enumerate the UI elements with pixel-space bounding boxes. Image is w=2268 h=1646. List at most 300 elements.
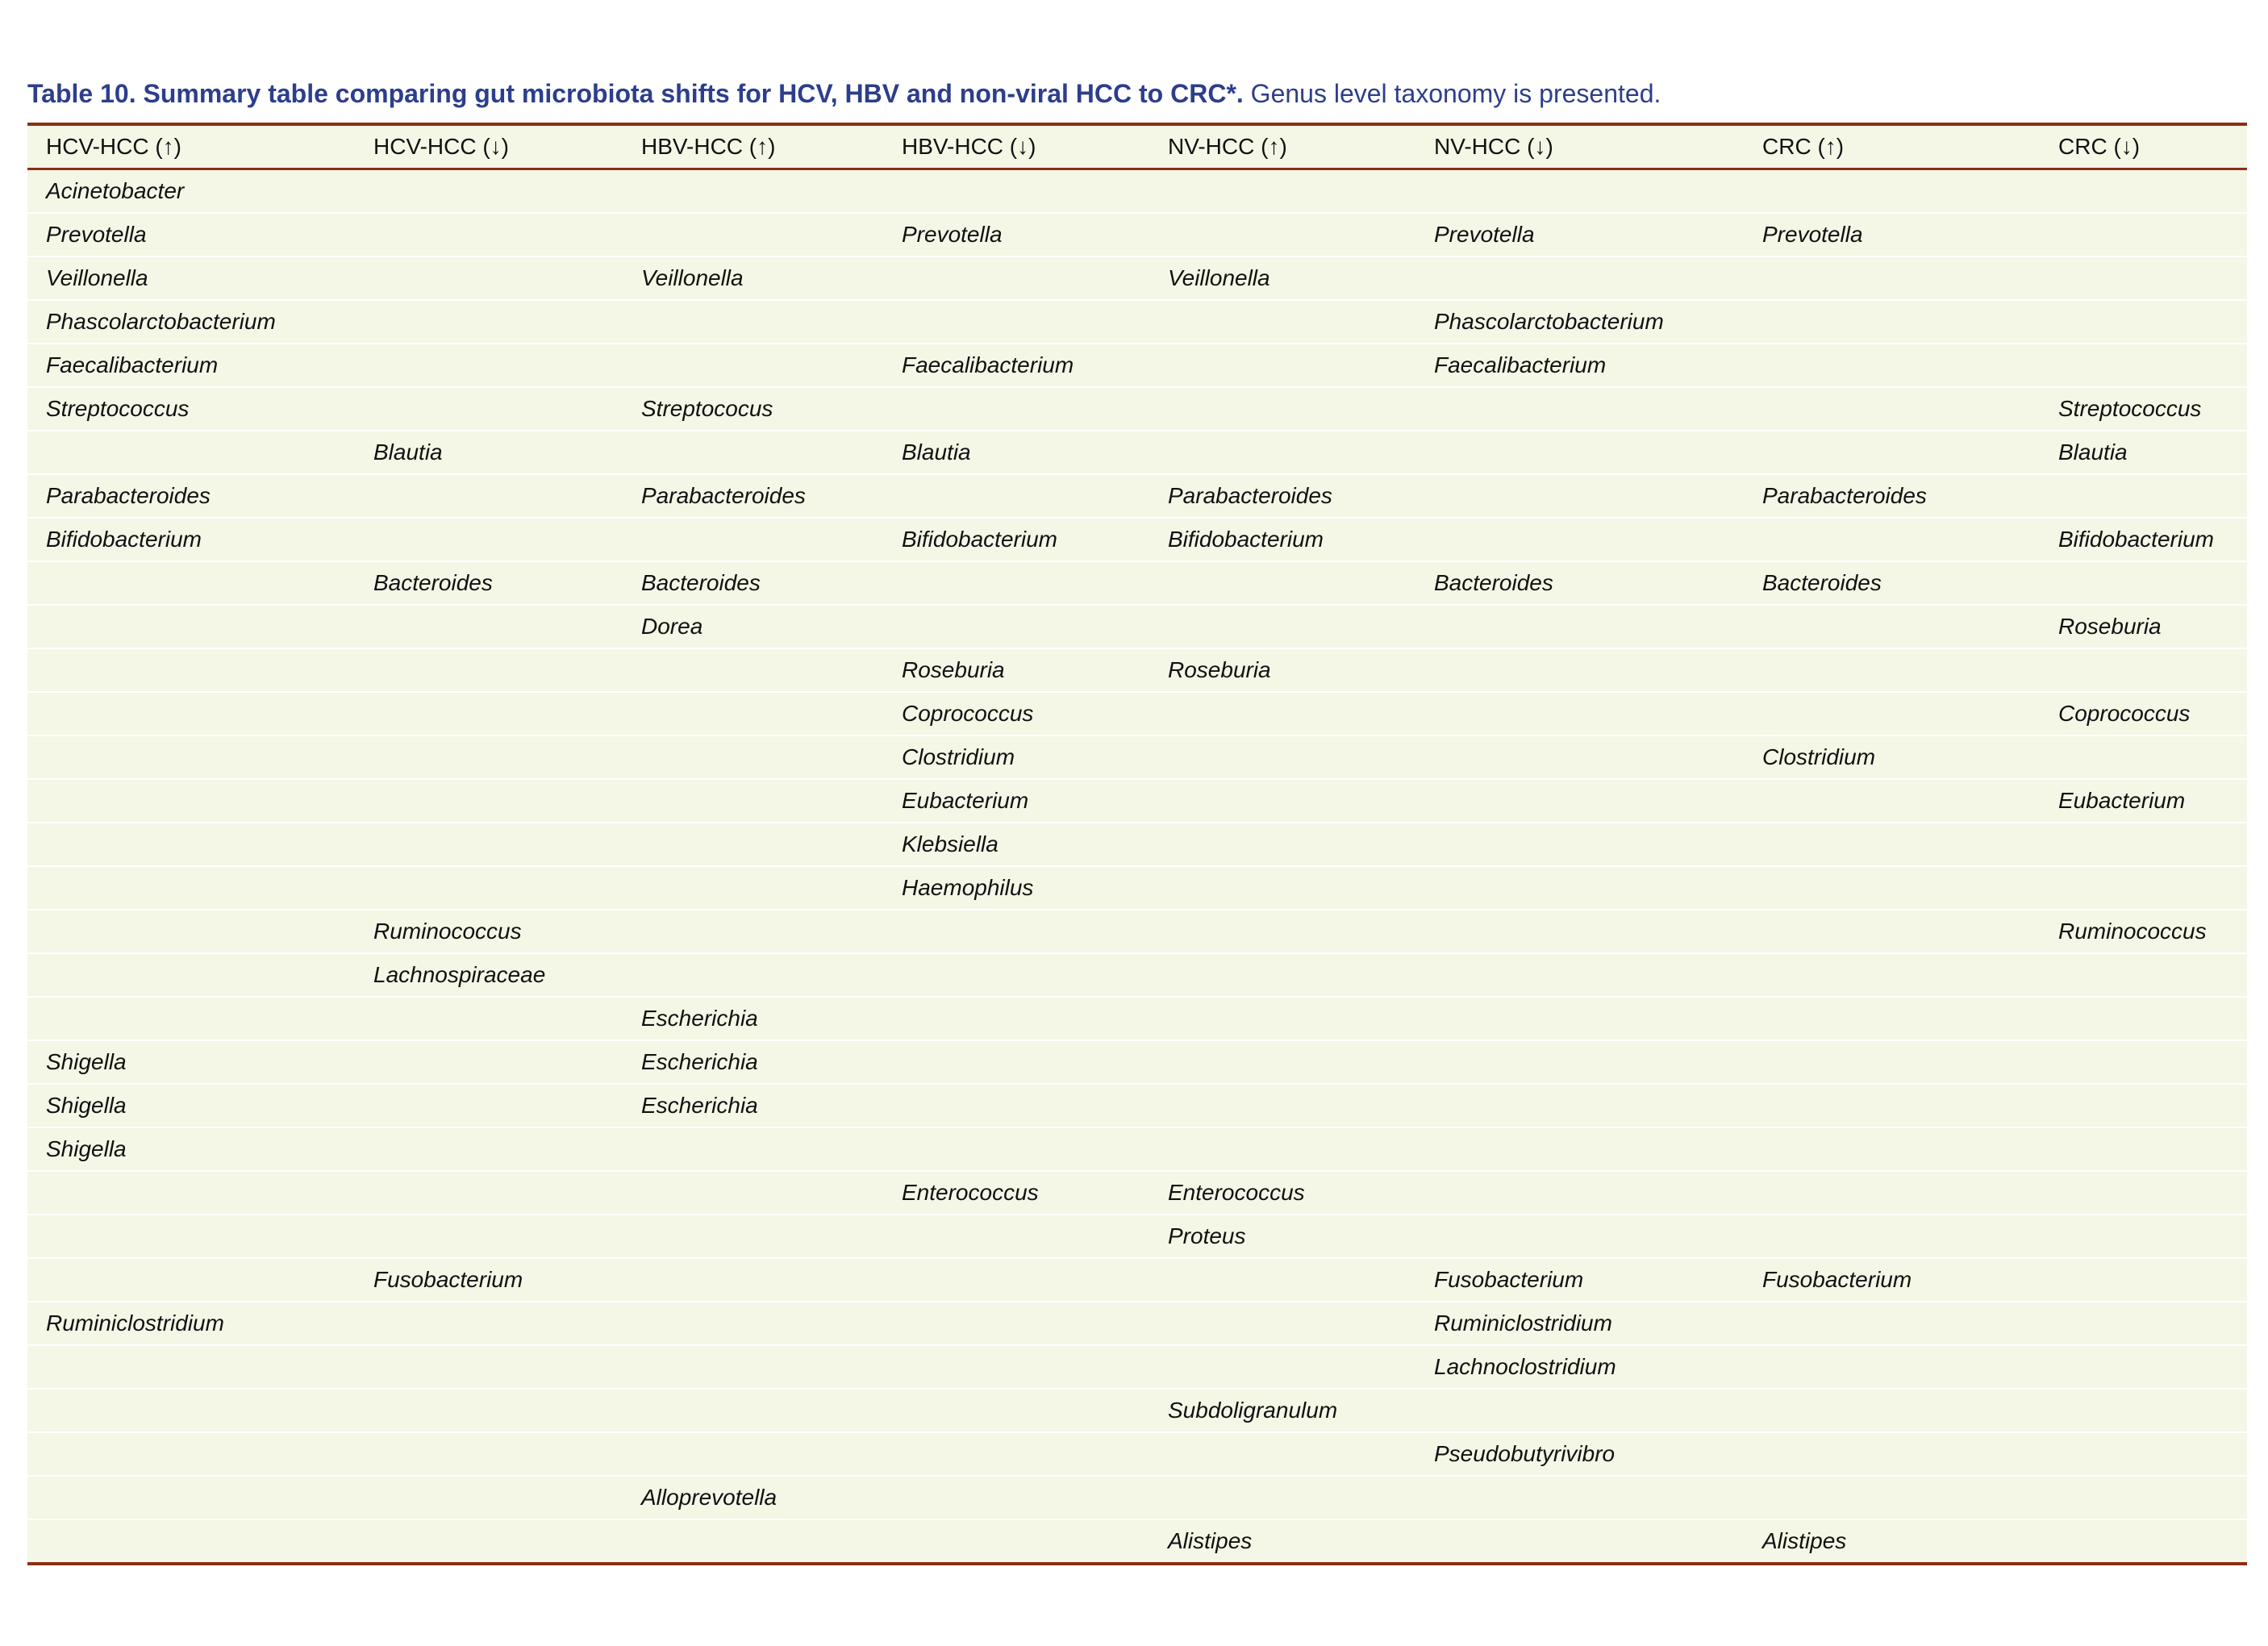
table-cell <box>355 1476 623 1519</box>
table-cell <box>623 518 883 561</box>
table-cell: Pseudobutyrivibro <box>1415 1432 1744 1476</box>
table-cell: Enterococcus <box>1149 1171 1415 1215</box>
table-cell: Clostridium <box>883 735 1149 779</box>
table-cell: Faecalibacterium <box>1415 344 1744 387</box>
table-cell <box>883 1432 1149 1476</box>
table-cell: Veillonella <box>623 256 883 300</box>
table-cell <box>1744 605 2040 648</box>
table-cell: Escherichia <box>623 997 883 1040</box>
table-cell <box>2040 1171 2247 1215</box>
table-cell: Subdoligranulum <box>1149 1389 1415 1432</box>
table-cell <box>1415 910 1744 953</box>
table-cell <box>623 1389 883 1432</box>
table-cell: Coprococcus <box>2040 692 2247 735</box>
table-row <box>27 1040 2247 1084</box>
table-cell: Blautia <box>355 431 623 474</box>
table-cell <box>27 910 355 953</box>
table-cell <box>1149 344 1415 387</box>
table-cell <box>1744 779 2040 823</box>
table-cell: Proteus <box>1149 1215 1415 1258</box>
table-cell <box>2040 561 2247 605</box>
table-cell <box>2040 1258 2247 1302</box>
table-cell <box>1744 1389 2040 1432</box>
table-cell <box>1415 169 1744 214</box>
table-cell <box>2040 1084 2247 1127</box>
table-cell <box>355 344 623 387</box>
table-row <box>27 692 2247 735</box>
table-cell <box>1744 169 2040 214</box>
column-header: HBV-HCC (↑) <box>623 124 883 169</box>
table-row <box>27 474 2247 518</box>
table-cell <box>355 1040 623 1084</box>
table-cell <box>1744 997 2040 1040</box>
table-cell: Bifidobacterium <box>883 518 1149 561</box>
table-cell <box>623 1127 883 1171</box>
table-cell <box>1744 1040 2040 1084</box>
table-row <box>27 561 2247 605</box>
table-cell <box>883 474 1149 518</box>
table-cell <box>1149 910 1415 953</box>
table-cell: Shigella <box>27 1040 355 1084</box>
table-cell <box>27 692 355 735</box>
table-cell <box>1415 518 1744 561</box>
table-cell <box>1415 648 1744 692</box>
table-cell <box>1149 997 1415 1040</box>
column-header: HCV-HCC (↑) <box>27 124 355 169</box>
table-cell: Prevotella <box>883 213 1149 256</box>
table-row <box>27 256 2247 300</box>
table-cell <box>2040 1127 2247 1171</box>
table-cell <box>623 1432 883 1476</box>
header-row <box>27 124 2247 169</box>
table-row <box>27 648 2247 692</box>
table-cell <box>883 953 1149 997</box>
table-cell: Parabacteroides <box>623 474 883 518</box>
table-cell <box>883 387 1149 431</box>
table-cell <box>1149 823 1415 866</box>
table-row <box>27 431 2247 474</box>
column-header: NV-HCC (↑) <box>1149 124 1415 169</box>
table-cell <box>623 735 883 779</box>
table-cell <box>623 169 883 214</box>
table-row <box>27 1302 2247 1345</box>
table-cell <box>1415 1084 1744 1127</box>
table-cell <box>1415 997 1744 1040</box>
table-cell <box>1744 1432 2040 1476</box>
table-cell <box>1415 1127 1744 1171</box>
table-cell <box>1744 431 2040 474</box>
table-cell: Streptococcus <box>27 387 355 431</box>
table-row <box>27 1171 2247 1215</box>
table-cell: Lachnospiraceae <box>355 953 623 997</box>
table-cell <box>2040 953 2247 997</box>
table-cell: Alloprevotella <box>623 1476 883 1519</box>
table-cell <box>27 1171 355 1215</box>
table-cell <box>883 1519 1149 1564</box>
table-cell <box>355 387 623 431</box>
table-cell <box>355 735 623 779</box>
table-cell <box>1415 823 1744 866</box>
table-row <box>27 605 2247 648</box>
table-cell <box>883 605 1149 648</box>
table-cell <box>623 779 883 823</box>
table-cell <box>2040 866 2247 910</box>
table-cell <box>883 1389 1149 1432</box>
table-cell <box>1149 953 1415 997</box>
table-cell: Bifidobacterium <box>27 518 355 561</box>
table-cell <box>623 692 883 735</box>
table-cell <box>355 1345 623 1389</box>
table-cell: Fusobacterium <box>355 1258 623 1302</box>
table-cell <box>1149 1476 1415 1519</box>
table-cell <box>1415 1040 1744 1084</box>
table-cell: Ruminococcus <box>355 910 623 953</box>
table-cell <box>1415 1171 1744 1215</box>
table-row <box>27 1389 2247 1432</box>
table-cell: Blautia <box>883 431 1149 474</box>
table-cell: Ruminiclostridium <box>1415 1302 1744 1345</box>
table-cell: Escherichia <box>623 1040 883 1084</box>
table-cell <box>623 1302 883 1345</box>
table-cell <box>2040 1432 2247 1476</box>
table-row <box>27 823 2247 866</box>
table-cell <box>1149 1258 1415 1302</box>
table-cell <box>2040 474 2247 518</box>
table-cell <box>355 1519 623 1564</box>
table-cell <box>1415 1389 1744 1432</box>
table-cell: Ruminiclostridium <box>27 1302 355 1345</box>
column-header: HBV-HCC (↓) <box>883 124 1149 169</box>
table-cell <box>1149 387 1415 431</box>
table-row <box>27 953 2247 997</box>
table-cell: Dorea <box>623 605 883 648</box>
table-row <box>27 1258 2247 1302</box>
table-cell <box>1744 692 2040 735</box>
table-cell <box>1149 1302 1415 1345</box>
table-cell <box>2040 1389 2247 1432</box>
table-cell <box>1744 387 2040 431</box>
table-cell: Bifidobacterium <box>2040 518 2247 561</box>
table-cell <box>1744 1084 2040 1127</box>
table-cell <box>2040 1215 2247 1258</box>
table-cell <box>355 1302 623 1345</box>
table-cell <box>1149 1084 1415 1127</box>
table-row <box>27 997 2247 1040</box>
table-cell <box>1415 474 1744 518</box>
table-cell <box>623 1215 883 1258</box>
table-cell <box>1415 605 1744 648</box>
table-cell <box>355 1432 623 1476</box>
table-cell <box>883 1345 1149 1389</box>
table-cell: Veillonella <box>27 256 355 300</box>
table-cell <box>27 1519 355 1564</box>
table-cell: Parabacteroides <box>1149 474 1415 518</box>
table-note: Genus level taxonomy is presented. <box>1250 79 1661 108</box>
table-cell: Alistipes <box>1149 1519 1415 1564</box>
table-cell <box>355 605 623 648</box>
column-header: HCV-HCC (↓) <box>355 124 623 169</box>
table-cell <box>623 431 883 474</box>
table-cell <box>27 997 355 1040</box>
table-cell <box>1744 1171 2040 1215</box>
table-cell <box>1744 1476 2040 1519</box>
table-row <box>27 779 2247 823</box>
table-cell <box>2040 735 2247 779</box>
table-row <box>27 1215 2247 1258</box>
table-cell <box>1744 1127 2040 1171</box>
table-cell <box>27 823 355 866</box>
table-cell <box>355 997 623 1040</box>
table-cell <box>1415 1215 1744 1258</box>
table-cell <box>27 735 355 779</box>
table-cell <box>2040 997 2247 1040</box>
table-cell <box>2040 1519 2247 1564</box>
table-cell <box>2040 213 2247 256</box>
table-cell <box>27 866 355 910</box>
table-row <box>27 735 2247 779</box>
table-cell: Bacteroides <box>1744 561 2040 605</box>
table-cell: Faecalibacterium <box>27 344 355 387</box>
table-cell <box>355 692 623 735</box>
table-cell <box>1744 344 2040 387</box>
table-cell <box>1149 431 1415 474</box>
table-cell <box>883 561 1149 605</box>
table-cell <box>27 779 355 823</box>
table-cell <box>1744 910 2040 953</box>
table-cell <box>623 1171 883 1215</box>
table-cell: Blautia <box>2040 431 2247 474</box>
table-row <box>27 866 2247 910</box>
table-cell: Fusobacterium <box>1744 1258 2040 1302</box>
table-cell <box>883 256 1149 300</box>
table-cell <box>883 1127 1149 1171</box>
table-cell: Phascolarctobacterium <box>1415 300 1744 344</box>
table-cell <box>1744 256 2040 300</box>
table-cell: Enterococcus <box>883 1171 1149 1215</box>
table-cell <box>623 344 883 387</box>
table-cell <box>623 213 883 256</box>
table-cell: Roseburia <box>883 648 1149 692</box>
table-cell <box>883 300 1149 344</box>
table-cell <box>1744 1345 2040 1389</box>
table-cell: Shigella <box>27 1084 355 1127</box>
table-cell: Phascolarctobacterium <box>27 300 355 344</box>
table-cell <box>623 648 883 692</box>
table-cell: Fusobacterium <box>1415 1258 1744 1302</box>
table-cell <box>1744 518 2040 561</box>
table-cell <box>623 1258 883 1302</box>
table-row <box>27 1345 2247 1389</box>
table-cell <box>27 953 355 997</box>
table-row <box>27 387 2247 431</box>
table-cell <box>1744 1302 2040 1345</box>
table-cell <box>27 1215 355 1258</box>
table-cell <box>883 1084 1149 1127</box>
table-cell <box>2040 1040 2247 1084</box>
table-row <box>27 518 2247 561</box>
table-cell <box>1149 605 1415 648</box>
table-cell <box>2040 300 2247 344</box>
table-cell <box>355 1389 623 1432</box>
table-cell <box>1415 953 1744 997</box>
table-cell <box>1149 213 1415 256</box>
table-cell: Bacteroides <box>355 561 623 605</box>
table-cell: Roseburia <box>1149 648 1415 692</box>
table-cell <box>355 474 623 518</box>
table-cell: Ruminococcus <box>2040 910 2247 953</box>
table-cell: Eubacterium <box>2040 779 2247 823</box>
table-cell <box>2040 256 2247 300</box>
table-cell: Faecalibacterium <box>883 344 1149 387</box>
table-cell <box>1149 692 1415 735</box>
table-cell <box>883 1302 1149 1345</box>
table-cell <box>27 605 355 648</box>
table-cell <box>1149 1432 1415 1476</box>
table-container <box>27 123 2247 1565</box>
table-cell: Escherichia <box>623 1084 883 1127</box>
table-cell <box>27 561 355 605</box>
table-cell <box>27 1389 355 1432</box>
table-cell: Acinetobacter <box>27 169 355 214</box>
table-cell: Prevotella <box>1744 213 2040 256</box>
table-row <box>27 344 2247 387</box>
table-cell <box>883 910 1149 953</box>
table-cell <box>27 1258 355 1302</box>
table-cell <box>355 779 623 823</box>
table-cell <box>883 1040 1149 1084</box>
table-title: Summary table comparing gut microbiota shifts for HCV, HBV and non-viral HCC to CRC*. <box>143 79 1244 108</box>
table-cell: Parabacteroides <box>1744 474 2040 518</box>
table-cell: Prevotella <box>27 213 355 256</box>
table-cell <box>1744 648 2040 692</box>
table-cell: Roseburia <box>2040 605 2247 648</box>
table-cell: Eubacterium <box>883 779 1149 823</box>
table-cell: Bifidobacterium <box>1149 518 1415 561</box>
table-cell <box>1149 1127 1415 1171</box>
table-cell <box>2040 823 2247 866</box>
table-cell <box>1415 1476 1744 1519</box>
table-cell <box>355 866 623 910</box>
table-cell <box>355 169 623 214</box>
table-cell <box>1415 692 1744 735</box>
table-cell <box>2040 648 2247 692</box>
table-cell <box>2040 1345 2247 1389</box>
table-cell <box>1149 300 1415 344</box>
table-row <box>27 1432 2247 1476</box>
table-row <box>27 300 2247 344</box>
column-header: CRC (↑) <box>1744 124 2040 169</box>
table-row <box>27 169 2247 214</box>
table-cell <box>883 1258 1149 1302</box>
table-cell: Prevotella <box>1415 213 1744 256</box>
table-cell: Streptococus <box>623 387 883 431</box>
table-cell <box>1415 256 1744 300</box>
table-cell <box>623 1345 883 1389</box>
table-body <box>27 169 2247 1565</box>
table-cell <box>355 648 623 692</box>
table-cell <box>1744 953 2040 997</box>
table-cell: Veillonella <box>1149 256 1415 300</box>
table-cell <box>623 300 883 344</box>
table-cell <box>623 823 883 866</box>
table-cell <box>355 300 623 344</box>
table-cell <box>1415 1519 1744 1564</box>
table-cell <box>355 518 623 561</box>
table-cell <box>883 997 1149 1040</box>
table-cell: Clostridium <box>1744 735 2040 779</box>
table-cell: Parabacteroides <box>27 474 355 518</box>
table-row <box>27 213 2247 256</box>
table-cell <box>27 431 355 474</box>
table-cell <box>1415 735 1744 779</box>
table-cell <box>27 1476 355 1519</box>
table-cell <box>1149 561 1415 605</box>
table-cell: Bacteroides <box>1415 561 1744 605</box>
table-row <box>27 910 2247 953</box>
table-cell <box>1149 169 1415 214</box>
table-cell <box>27 1432 355 1476</box>
microbiota-table <box>27 123 2247 1565</box>
table-cell: Streptococcus <box>2040 387 2247 431</box>
table-cell <box>1149 735 1415 779</box>
table-cell <box>27 648 355 692</box>
table-cell <box>355 1084 623 1127</box>
table-cell <box>1149 1040 1415 1084</box>
table-row <box>27 1084 2247 1127</box>
table-cell <box>1415 431 1744 474</box>
table-cell: Coprococcus <box>883 692 1149 735</box>
table-row <box>27 1476 2247 1519</box>
table-cell <box>2040 1302 2247 1345</box>
table-cell: Haemophilus <box>883 866 1149 910</box>
table-row <box>27 1519 2247 1564</box>
table-cell <box>1744 823 2040 866</box>
table-row <box>27 1127 2247 1171</box>
table-cell <box>355 256 623 300</box>
table-cell <box>1744 1215 2040 1258</box>
table-number: Table 10. <box>27 79 136 108</box>
table-cell: Alistipes <box>1744 1519 2040 1564</box>
column-header: CRC (↓) <box>2040 124 2247 169</box>
table-cell <box>1744 300 2040 344</box>
table-cell <box>355 213 623 256</box>
table-cell: Klebsiella <box>883 823 1149 866</box>
table-cell <box>1149 866 1415 910</box>
table-cell <box>355 1171 623 1215</box>
table-cell <box>1415 866 1744 910</box>
table-cell <box>355 1127 623 1171</box>
table-cell <box>883 1476 1149 1519</box>
table-cell <box>2040 344 2247 387</box>
table-cell <box>623 910 883 953</box>
table-cell <box>1744 866 2040 910</box>
table-cell <box>1415 779 1744 823</box>
table-cell <box>27 1345 355 1389</box>
table-cell: Lachnoclostridium <box>1415 1345 1744 1389</box>
table-cell <box>1149 779 1415 823</box>
table-cell <box>2040 1476 2247 1519</box>
table-cell <box>883 169 1149 214</box>
table-cell <box>1149 1345 1415 1389</box>
table-cell <box>2040 169 2247 214</box>
table-cell <box>883 1215 1149 1258</box>
table-cell: Bacteroides <box>623 561 883 605</box>
table-cell <box>355 823 623 866</box>
table-cell <box>623 866 883 910</box>
table-cell <box>623 953 883 997</box>
table-cell <box>1415 387 1744 431</box>
table-caption <box>27 76 2253 111</box>
